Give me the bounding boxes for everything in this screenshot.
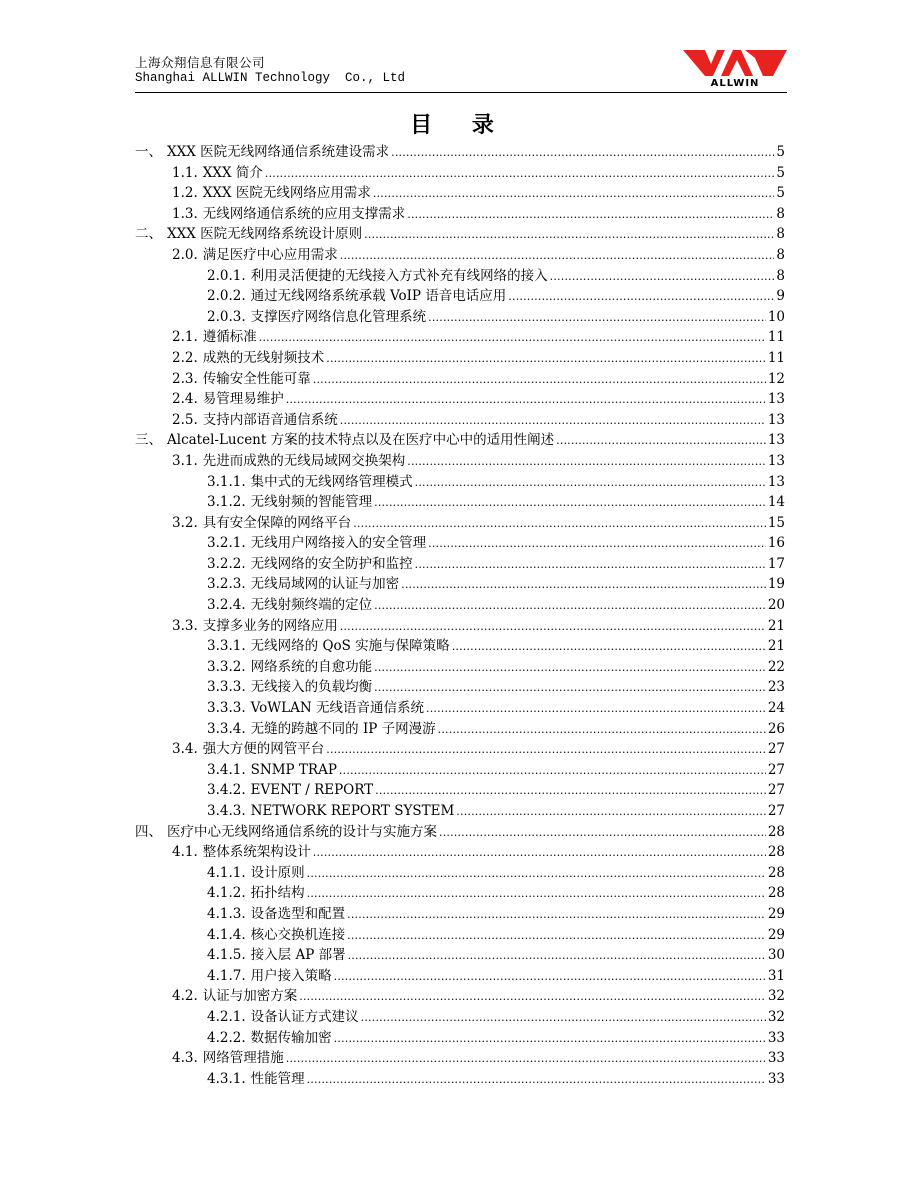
toc-entry-number: 1.1. xyxy=(172,164,198,181)
toc-entry-title: 满足医疗中心应用需求 xyxy=(202,246,338,263)
toc-entry-title: 无线接入的负载均衡 xyxy=(250,679,373,696)
toc-entry-title: SNMP TRAP xyxy=(250,761,337,778)
toc-entry-number: 4.3. xyxy=(172,1050,198,1067)
toc-entry[interactable] xyxy=(135,163,785,184)
toc-entry-title: 网络系统的自愈功能 xyxy=(250,658,373,675)
toc-entry-page: 20 xyxy=(767,597,785,614)
toc-entry-page: 27 xyxy=(767,803,785,819)
toc-entry-title: 整体系统架构设计 xyxy=(202,844,311,861)
toc-entry-page: 11 xyxy=(767,329,785,346)
toc-entry-title: 设计原则 xyxy=(250,864,305,881)
toc-entry-number: 3.4.1. xyxy=(207,761,246,778)
toc-entry-page: 28 xyxy=(767,844,785,861)
dot-leader xyxy=(374,492,766,514)
toc-entry[interactable] xyxy=(135,266,785,287)
toc-entry-number: 2.0.1. xyxy=(207,267,246,284)
toc-entry[interactable] xyxy=(135,636,785,657)
toc-entry-page: 21 xyxy=(767,617,785,634)
toc-entry-number: 3.4. xyxy=(172,741,198,758)
dot-leader xyxy=(259,327,766,349)
toc-entry-title: 性能管理 xyxy=(250,1070,305,1087)
toc-entry-number: 2.3. xyxy=(172,370,198,387)
allwin-logo xyxy=(683,50,787,88)
toc-entry-number: 3.4.2. xyxy=(207,782,246,799)
dot-leader xyxy=(307,1069,766,1091)
toc-entry[interactable] xyxy=(135,595,785,616)
toc-entry[interactable] xyxy=(135,369,785,390)
toc-entry-number: 四、 xyxy=(135,823,162,840)
toc-entry-page: 13 xyxy=(767,411,785,428)
toc-entry-title: XXX 医院无线网络应用需求 xyxy=(202,185,371,202)
toc-entry-page: 32 xyxy=(767,988,785,1005)
toc-entry[interactable] xyxy=(135,966,785,987)
toc-entry[interactable] xyxy=(135,410,785,431)
toc-entry-number: 3.1.2. xyxy=(207,494,246,511)
toc-entry-title: NETWORK REPORT SYSTEM xyxy=(250,803,455,819)
dot-leader xyxy=(374,657,766,679)
toc-entry-number: 4.1.3. xyxy=(207,905,246,922)
dot-leader xyxy=(340,410,766,432)
toc-entry-title: 无线射频的智能管理 xyxy=(250,494,373,511)
dot-leader xyxy=(339,760,766,782)
toc-entry-page: 8 xyxy=(776,246,785,263)
toc-entry[interactable] xyxy=(135,513,785,534)
toc-entry-page: 8 xyxy=(776,267,785,284)
toc-entry-number: 1.3. xyxy=(172,205,198,222)
toc-entry-number: 三、 xyxy=(135,432,162,449)
toc-entry[interactable] xyxy=(135,389,785,410)
toc-entry-title: 成熟的无线射频技术 xyxy=(202,349,325,366)
toc-entry-title: 先进而成熟的无线局域网交换架构 xyxy=(202,452,406,469)
dot-leader xyxy=(426,698,766,720)
toc-entry[interactable] xyxy=(135,533,785,554)
toc-entry-page: 33 xyxy=(767,1070,785,1087)
toc-entry-page: 27 xyxy=(767,782,785,799)
company-name-en: Shanghai ALLWIN Technology Co., Ltd xyxy=(135,71,406,85)
dot-leader xyxy=(550,266,775,288)
toc-entry-number: 2.5. xyxy=(172,411,198,428)
toc-entry-title: 核心交换机连接 xyxy=(250,926,346,943)
dot-leader xyxy=(265,163,775,185)
dot-leader xyxy=(347,904,766,926)
toc-entry-title: 设备选型和配置 xyxy=(250,905,346,922)
toc-entry-number: 4.1.7. xyxy=(207,967,246,984)
toc-entry-title: 无线用户网络接入的安全管理 xyxy=(250,535,427,552)
toc-entry-title: 支撑医疗网络信息化管理系统 xyxy=(250,308,427,325)
toc-entry-number: 4.2.1. xyxy=(207,1008,246,1025)
dot-leader xyxy=(415,472,766,494)
dot-leader xyxy=(307,883,766,905)
dot-leader xyxy=(374,595,766,617)
toc-entry-page: 24 xyxy=(767,700,785,717)
toc-entry-title: Alcatel-Lucent 方案的技术特点以及在医疗中心中的适用性阐述 xyxy=(167,432,555,449)
dot-leader xyxy=(375,780,766,802)
toc-entry-number: 3.2. xyxy=(172,514,198,531)
dot-leader xyxy=(438,719,766,741)
toc-entry-page: 27 xyxy=(767,741,785,758)
dot-leader xyxy=(391,142,774,164)
dot-leader xyxy=(340,245,775,267)
toc-entry-page: 12 xyxy=(767,370,785,387)
toc-entry[interactable] xyxy=(135,245,785,266)
toc-entry-title: 医疗中心无线网络通信系统的设计与实施方案 xyxy=(167,823,437,840)
toc-entry-title: 利用灵活便捷的无线接入方式补充有线网络的接入 xyxy=(250,267,548,284)
toc-entry[interactable] xyxy=(135,1048,785,1069)
toc-entry-title: 支持内部语音通信系统 xyxy=(202,411,338,428)
toc-entry-title: XXX 医院无线网络通信系统建设需求 xyxy=(167,144,390,160)
company-name-cn: 上海众翔信息有限公司 xyxy=(135,55,266,70)
toc-entry-title: 接入层 AP 部署 xyxy=(250,947,346,964)
toc-entry-number: 3.3.3. xyxy=(207,700,246,717)
toc-entry[interactable] xyxy=(135,616,785,637)
toc-entry[interactable] xyxy=(135,986,785,1007)
toc-entry[interactable] xyxy=(135,327,785,348)
toc-entry[interactable] xyxy=(135,945,785,966)
dot-leader xyxy=(407,451,766,473)
toc-entry-title: 数据传输加密 xyxy=(250,1029,332,1046)
toc-entry[interactable] xyxy=(135,739,785,760)
dot-leader xyxy=(428,307,766,329)
toc-entry-number: 3.3. xyxy=(172,617,198,634)
dot-leader xyxy=(452,636,766,658)
toc-entry-title: 支撑多业务的网络应用 xyxy=(202,617,338,634)
toc-entry-page: 29 xyxy=(767,905,785,922)
toc-entry[interactable] xyxy=(135,863,785,884)
toc-entry[interactable] xyxy=(135,142,785,163)
logo-mark-icon xyxy=(683,50,787,76)
toc-entry-title: 用户接入策略 xyxy=(250,967,332,984)
toc-entry[interactable] xyxy=(135,451,785,472)
toc-entry-number: 3.2.4. xyxy=(207,597,246,614)
toc-entry-number: 4.2.2. xyxy=(207,1029,246,1046)
toc-entry-page: 5 xyxy=(776,144,785,160)
toc-entry-title: 网络管理措施 xyxy=(202,1050,284,1067)
toc-entry-page: 10 xyxy=(767,308,785,325)
toc-entry-page: 27 xyxy=(767,761,785,778)
toc-entry-page: 30 xyxy=(767,947,785,964)
toc-entry-number: 一、 xyxy=(135,144,162,160)
toc-entry-title: 易管理易维护 xyxy=(202,391,284,408)
toc-entry-title: 遵循标准 xyxy=(202,329,257,346)
toc-entry-number: 4.1.1. xyxy=(207,864,246,881)
toc-entry-number: 4.1.2. xyxy=(207,885,246,902)
toc-entry-title: 无线网络通信系统的应用支撑需求 xyxy=(202,205,406,222)
toc-entry-title: 认证与加密方案 xyxy=(202,988,298,1005)
toc-entry[interactable] xyxy=(135,554,785,575)
table-of-contents xyxy=(135,142,785,1089)
toc-entry-number: 4.2. xyxy=(172,988,198,1005)
toc-entry-page: 32 xyxy=(767,1008,785,1025)
toc-entry[interactable] xyxy=(135,307,785,328)
dot-leader xyxy=(508,286,774,308)
toc-entry-title: 拓扑结构 xyxy=(250,885,305,902)
dot-leader xyxy=(286,389,766,411)
toc-entry-page: 13 xyxy=(767,473,785,490)
toc-entry-number: 3.1. xyxy=(172,452,198,469)
dot-leader xyxy=(401,574,766,596)
dot-leader xyxy=(415,554,766,576)
toc-entry-page: 21 xyxy=(767,638,785,655)
dot-leader xyxy=(374,677,766,699)
toc-entry-title: 集中式的无线网络管理模式 xyxy=(250,473,413,490)
toc-entry-page: 13 xyxy=(767,391,785,408)
dot-leader xyxy=(456,801,766,823)
toc-entry-number: 3.3.2. xyxy=(207,658,246,675)
toc-entry-number: 4.1.5. xyxy=(207,947,246,964)
toc-entry-title: 传输安全性能可靠 xyxy=(202,370,311,387)
dot-leader xyxy=(348,945,766,967)
toc-entry[interactable] xyxy=(135,574,785,595)
dot-leader xyxy=(313,842,766,864)
toc-entry-number: 4.1.4. xyxy=(207,926,246,943)
toc-entry-page: 17 xyxy=(767,555,785,572)
toc-entry-number: 3.3.4. xyxy=(207,720,246,737)
toc-entry-title: 设备认证方式建议 xyxy=(250,1008,359,1025)
toc-entry[interactable] xyxy=(135,780,785,801)
toc-entry-page: 11 xyxy=(767,349,785,366)
toc-entry-title: XXX 医院无线网络系统设计原则 xyxy=(167,226,363,243)
toc-entry[interactable] xyxy=(135,492,785,513)
dot-leader xyxy=(313,369,766,391)
toc-entry-number: 1.2. xyxy=(172,185,198,202)
toc-entry[interactable] xyxy=(135,430,785,451)
toc-entry-page: 9 xyxy=(776,288,785,305)
toc-entry-page: 5 xyxy=(776,185,785,202)
toc-entry[interactable] xyxy=(135,472,785,493)
toc-entry[interactable] xyxy=(135,1028,785,1049)
dot-leader xyxy=(428,533,766,555)
toc-entry-number: 2.4. xyxy=(172,391,198,408)
toc-entry-page: 13 xyxy=(767,432,785,449)
toc-entry-number: 3.2.2. xyxy=(207,555,246,572)
toc-entry[interactable] xyxy=(135,1007,785,1028)
toc-entry[interactable] xyxy=(135,842,785,863)
toc-entry[interactable] xyxy=(135,657,785,678)
toc-entry-number: 3.2.1. xyxy=(207,535,246,552)
toc-entry-page: 28 xyxy=(767,864,785,881)
dot-leader xyxy=(334,966,766,988)
toc-entry-number: 2.0.2. xyxy=(207,288,246,305)
toc-entry-number: 2.0. xyxy=(172,246,198,263)
toc-entry-number: 2.1. xyxy=(172,329,198,346)
toc-entry-page: 8 xyxy=(776,205,785,222)
toc-entry-page: 5 xyxy=(776,164,785,181)
toc-entry[interactable] xyxy=(135,760,785,781)
toc-entry[interactable] xyxy=(135,183,785,204)
toc-entry-title: 无线网络的安全防护和监控 xyxy=(250,555,413,572)
toc-entry-title: EVENT / REPORT xyxy=(250,782,374,799)
toc-entry-page: 33 xyxy=(767,1029,785,1046)
dot-leader xyxy=(299,986,766,1008)
toc-entry-page: 26 xyxy=(767,720,785,737)
toc-entry-page: 14 xyxy=(767,494,785,511)
toc-entry-page: 22 xyxy=(767,658,785,675)
toc-entry-number: 2.0.3. xyxy=(207,308,246,325)
toc-entry-title: 具有安全保障的网络平台 xyxy=(202,514,352,531)
dot-leader xyxy=(364,224,774,246)
toc-entry[interactable] xyxy=(135,224,785,245)
toc-entry-title: 无线网络的 QoS 实施与保障策略 xyxy=(250,638,450,655)
toc-entry-page: 19 xyxy=(767,576,785,593)
toc-entry[interactable] xyxy=(135,286,785,307)
dot-leader xyxy=(347,925,766,947)
toc-entry-number: 3.2.3. xyxy=(207,576,246,593)
dot-leader xyxy=(326,348,766,370)
dot-leader xyxy=(556,430,766,452)
toc-entry-page: 16 xyxy=(767,535,785,552)
toc-entry-title: 无线局域网的认证与加密 xyxy=(250,576,400,593)
dot-leader xyxy=(286,1048,766,1070)
toc-entry[interactable] xyxy=(135,883,785,904)
toc-entry-page: 8 xyxy=(776,226,785,243)
toc-entry-title: 无缝的跨越不同的 IP 子网漫游 xyxy=(250,720,436,737)
toc-entry-page: 29 xyxy=(767,926,785,943)
toc-entry-page: 31 xyxy=(767,967,785,984)
toc-entry[interactable] xyxy=(135,677,785,698)
toc-entry-page: 13 xyxy=(767,452,785,469)
toc-entry[interactable] xyxy=(135,348,785,369)
dot-leader xyxy=(340,616,766,638)
toc-entry[interactable] xyxy=(135,1069,785,1090)
toc-entry-number: 4.3.1. xyxy=(207,1070,246,1087)
toc-entry-page: 28 xyxy=(767,885,785,902)
toc-entry[interactable] xyxy=(135,904,785,925)
dot-leader xyxy=(307,863,766,885)
toc-entry-number: 3.4.3. xyxy=(207,803,246,819)
toc-title: 目 录 xyxy=(410,113,510,138)
toc-entry-number: 2.2. xyxy=(172,349,198,366)
toc-entry-number: 二、 xyxy=(135,226,162,243)
toc-entry-number: 3.1.1. xyxy=(207,473,246,490)
toc-entry-title: VoWLAN 无线语音通信系统 xyxy=(250,700,424,717)
toc-entry[interactable] xyxy=(135,719,785,740)
dot-leader xyxy=(439,822,766,844)
toc-entry-page: 28 xyxy=(767,823,785,840)
toc-entry-title: XXX 简介 xyxy=(202,164,263,181)
logo-text: ALLWIN xyxy=(710,78,760,89)
toc-entry-title: 通过无线网络系统承载 VoIP 语音电话应用 xyxy=(250,288,507,305)
toc-entry-number: 4.1. xyxy=(172,844,198,861)
dot-leader xyxy=(407,204,774,226)
dot-leader xyxy=(373,183,775,205)
toc-entry-number: 3.3.1. xyxy=(207,638,246,655)
dot-leader xyxy=(334,1028,766,1050)
dot-leader xyxy=(361,1007,766,1029)
toc-entry-title: 无线射频终端的定位 xyxy=(250,597,373,614)
toc-entry[interactable] xyxy=(135,698,785,719)
dot-leader xyxy=(326,739,766,761)
page-header xyxy=(135,50,787,93)
toc-entry[interactable] xyxy=(135,204,785,225)
toc-entry-page: 15 xyxy=(767,514,785,531)
toc-entry[interactable] xyxy=(135,925,785,946)
dot-leader xyxy=(353,513,766,535)
toc-entry-page: 23 xyxy=(767,679,785,696)
toc-entry[interactable] xyxy=(135,822,785,843)
toc-entry-number: 3.3.3. xyxy=(207,679,246,696)
toc-entry-page: 33 xyxy=(767,1050,785,1067)
toc-entry[interactable] xyxy=(135,801,785,822)
toc-entry-title: 强大方便的网管平台 xyxy=(202,741,325,758)
